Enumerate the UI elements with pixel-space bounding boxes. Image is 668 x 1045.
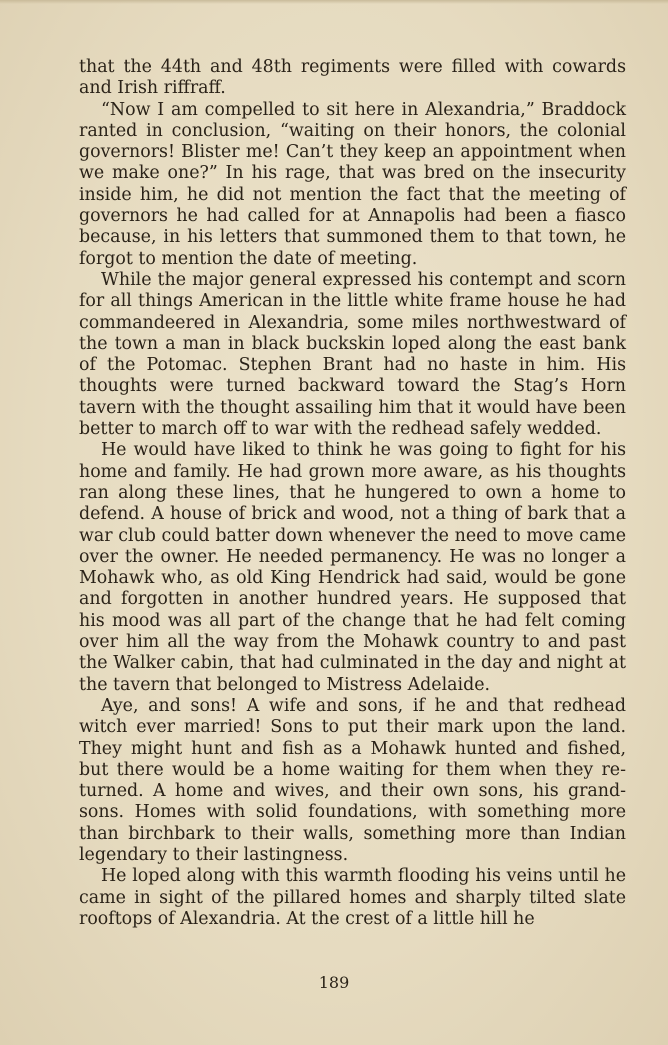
paragraph-3: While the major general expressed his contempt and scorn for all things American in the little white frame house he had commandeered in Alexandria, some miles northwestward of the town a man in black buckskin loped along the east bank of the Potomac. Stephen Brant had no haste in him. His thoughts were turned backward toward the Stag’s Horn tavern with the thought assailing him that it would have been better to march off to war with the redhead safely wedded. — [79, 269, 626, 440]
paragraph-4: He would have liked to think he was going to fight for his home and family. He had grown more aware, as his thoughts ran along these lines, that he hungered to own a home to defend. A house of brick and wood, not a thing of bark that a war club could batter down whenever the need to move came over the owner. He needed permanency. He was no longer a Mohawk who, as old King Hendrick had said, would be gone and forgotten in another hundred years. He supposed that his mood was all part of the change that he had felt coming over him all the way from the Mohawk country to and past the Walker cabin, that had culminated in the day and night at the tavern that belonged to Mistress Adelaide. — [79, 440, 626, 695]
body-text — [79, 57, 626, 930]
paragraph-5: Aye, and sons! A wife and sons, if he and that redhead witch ever married! Sons to put their mark upon the land. They might hunt and fish as a Mohawk hunted and fished, but there would be a home waiting for them when they returned. A home and wives, and their own sons, his grandsons. Homes with solid foundations, with something more than birchbark to their walls, something more than Indian legendary to their lastingness. — [79, 695, 626, 865]
page-top-edge — [0, 0, 668, 4]
page-number: 189 — [318, 973, 350, 992]
paragraph-6: He loped along with this warmth flooding his veins until he came in sight of the pillared homes and sharply tilted slate rooftops of Alexandria. At the crest of a little hill he — [79, 866, 626, 929]
paragraph-1: that the 44th and 48th regiments were filled with cowards and Irish riffraff. — [79, 57, 626, 99]
paragraph-2: “Now I am compelled to sit here in Alexandria,” Braddock ranted in conclusion, “waiting on their honors, the colonial governors! Blister me! Can’t they keep an appointment when we make one?” In his rage, that was bred on the insecurity inside him, he did not mention the fact that the meeting of governors he had called for at Annapolis had been a fiasco because, in his letters that summoned them to that town, he forgot to mention the date of meeting. — [79, 99, 626, 269]
